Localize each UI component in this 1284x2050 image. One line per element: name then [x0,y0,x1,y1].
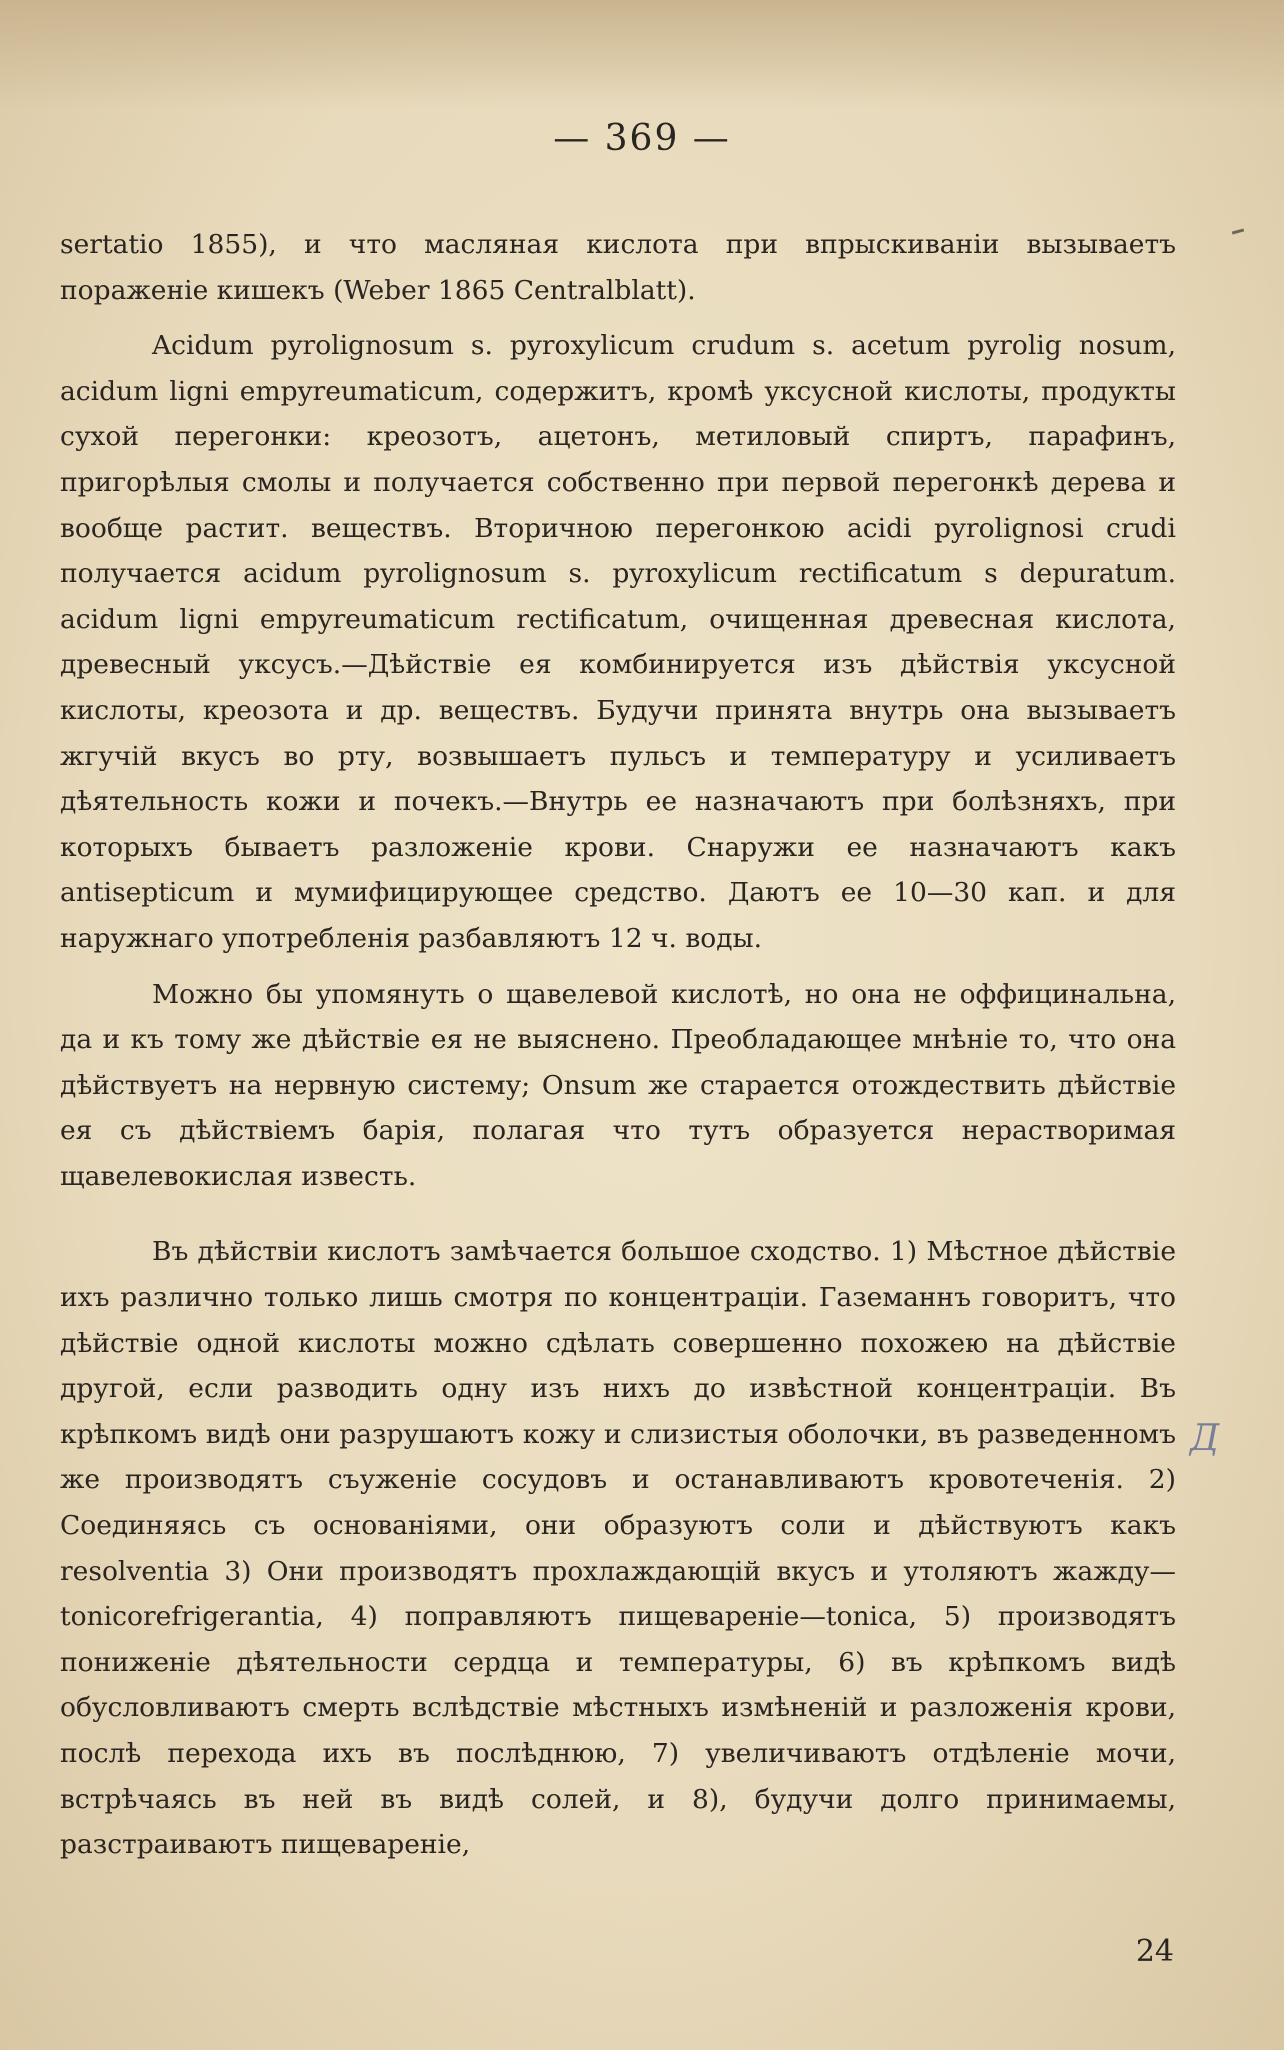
paragraph-1: sertatio 1855), и что масляная кислота при впрыскиваніи вызываетъ поpаженіе кишекъ (Weber 1865 Centralblatt). [60,229,1176,306]
margin-mark [1232,228,1244,234]
paragraph-3: Можно бы упомянуть о щавелевой кислотѣ, но она не оффицинальна, да и къ тому же дѣйствіе ея не выяснено. Преобладающее мнѣніе то, что она дѣйствуетъ на нервную систему; Onsum же старается отождествить дѣйствіе ея съ дѣйствіемъ барія, полагая что тутъ образуется нерастворимая щавелевокислая известь. [60,978,1176,1192]
page-number: — 369 — [553,118,731,159]
paragraph-4: Въ дѣйствіи кислотъ замѣчается большое сходство. 1) Мѣстное дѣйствіе ихъ различно только лишь смотря по концентраціи. Газеманнъ говоритъ, что дѣйствіе одной кислоты можно сдѣлать совершенно похожею на дѣйствіе другой, если разводить одну изъ нихъ до извѣстной концентраціи. Въ крѣпкомъ видѣ они разрушаютъ кожу и слизистыя оболочки, въ разведенномъ же производятъ съуженіе сосудовъ и останавливаютъ кровотеченія. 2) Соединяясь съ основаніями, они образуютъ соли и дѣйствуютъ какъ resolventia 3) Они производятъ прохлаждающій вкусъ и утоляютъ жажду—tonicorefrigerantia, 4) поправляютъ пищевареніе—tonica, 5) производятъ пониженіе дѣятельности сердца и температуры, 6) въ крѣпкомъ видѣ обусловливаютъ смерть вслѣдствіе мѣстныхъ измѣненій и разложенія крови, послѣ перехода ихъ въ послѣднюю, 7) увеличиваютъ отдѣленіе мочи, встрѣчаясь въ ней въ видѣ солей, и 8), будучи долго принимаемы, разстраиваютъ пищевареніе, [60,1236,1176,1861]
handwritten-margin-note: Д [1190,1418,1220,1459]
page-top-shadow [0,0,1284,110]
paragraph-2: Acidum pyrolignosum s. pyroxylicum crudum s. acetum pyrolig nosum, acidum ligni empyreumaticum, содержитъ, кромѣ уксусной кислоты, продукты сухой перегонки: креозотъ, ацетонъ, метиловый спиртъ, парафинъ, пригорѣлыя смолы и получается собственно при первой перегонкѣ дерева и вообще растит. веществъ. Вторичною перегонкою acidi pyrolignosi crudi получается acidum pyrolignosum s. pyroxylicum rectificatum s depuratum. acidum ligni empyreumaticum rectificatum, очищенная древесная кислота, древесный уксусъ.—Дѣйствіе ея комбинируется изъ дѣйствія уксусной кислоты, креозота и др. веществъ. Будучи принята внутрь она вызываетъ жгучій вкусъ во рту, возвышаетъ пульсъ и температуру и усиливаетъ дѣятельность кожи и почекъ.—Внутрь ее назначаютъ при болѣзняхъ, при которыхъ бываетъ разложеніе крови. Снаружи ее назначаютъ какъ antisepticum и мумифицирующее средство. Даютъ ее 10—30 кап. и для наружнаго употребленія разбавляютъ 12 ч. воды. [60,330,1176,954]
body-text [60,222,1176,1868]
signature-mark: 24 [1135,1934,1174,1969]
